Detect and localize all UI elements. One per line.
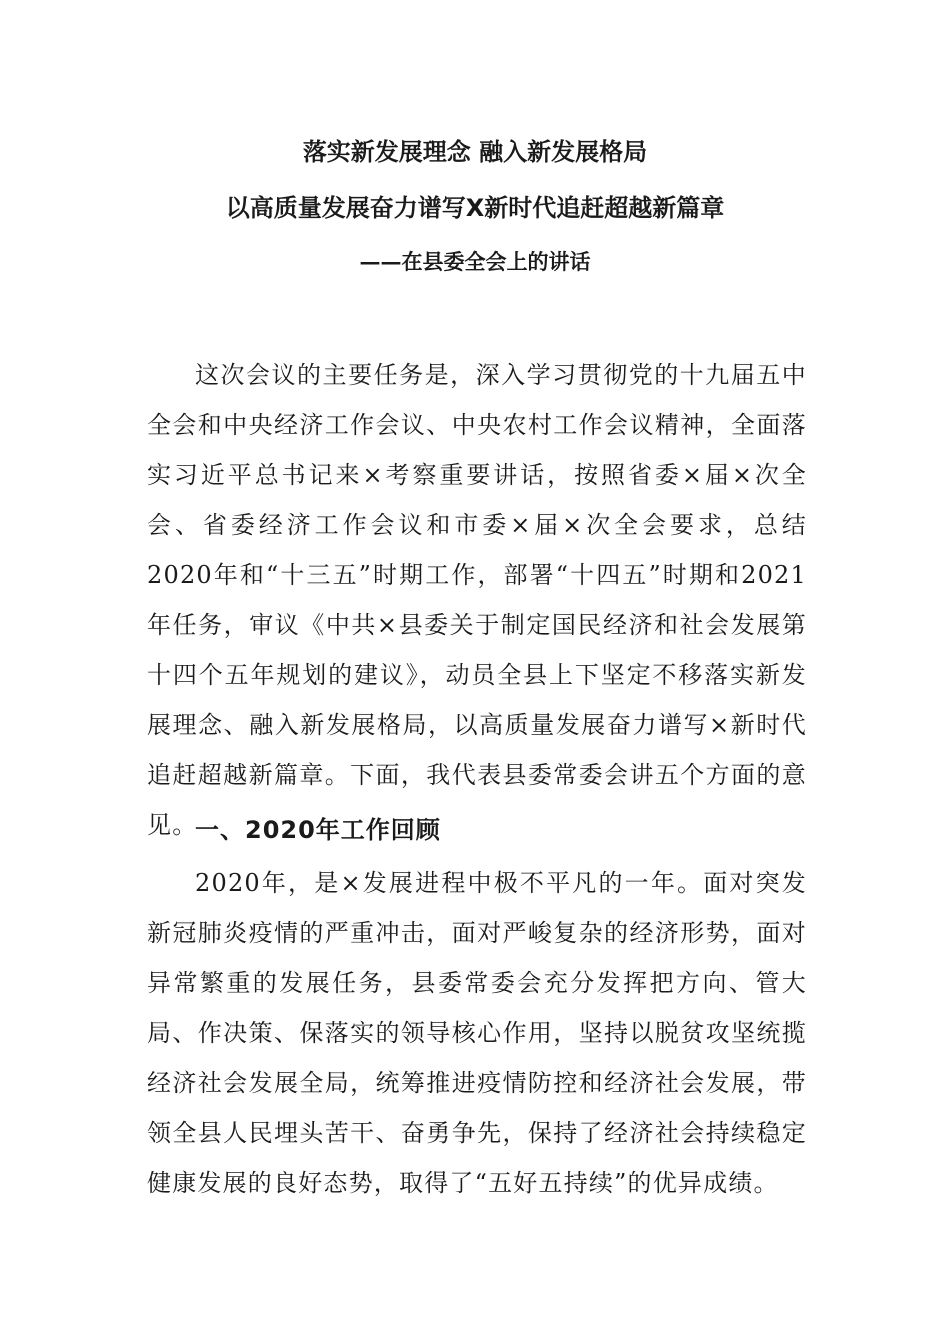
section-heading-1: 一、2020年工作回顾	[195, 816, 441, 844]
paragraph-2: 2020年，是×发展进程中极不平凡的一年。面对突发新冠肺炎疫情的严重冲击，面对严峻复杂的经济形势，面对异常繁重的发展任务，县委常委会充分发挥把方向、管大局、作决策、保落实的领导核心作用，坚持以脱贫攻坚统揽经济社会发展全局，统筹推进疫情防控和经济社会发展，带领全县人民埋头苦干、奋勇争先，保持了经济社会持续稳定健康发展的良好态势，取得了“五好五持续”的优异成绩。	[147, 869, 807, 1197]
subtitle: ——在县委全会上的讲话	[359, 249, 591, 274]
title-line-2: 以高质量发展奋力谱写X新时代追赶超越新篇章	[225, 194, 725, 222]
paragraph-1: 这次会议的主要任务是，深入学习贯彻党的十九届五中全会和中央经济工作会议、中央农村工作会议精神，全面落实习近平总书记来×考察重要讲话，按照省委×届×次全会、省委经济工作会议和市委×届×次全会要求，总结2020年和“十三五”时期工作，部署“十四五”时期和2021年任务，审议《中共×县委关于制定国民经济和社会发展第十四个五年规划的建议》，动员全县上下坚定不移落实新发展理念、融入新发展格局，以高质量发展奋力谱写×新时代追赶超越新篇章。下面，我代表县委常委会讲五个方面的意见。	[147, 361, 807, 839]
title-line-1: 落实新发展理念 融入新发展格局	[302, 138, 648, 166]
